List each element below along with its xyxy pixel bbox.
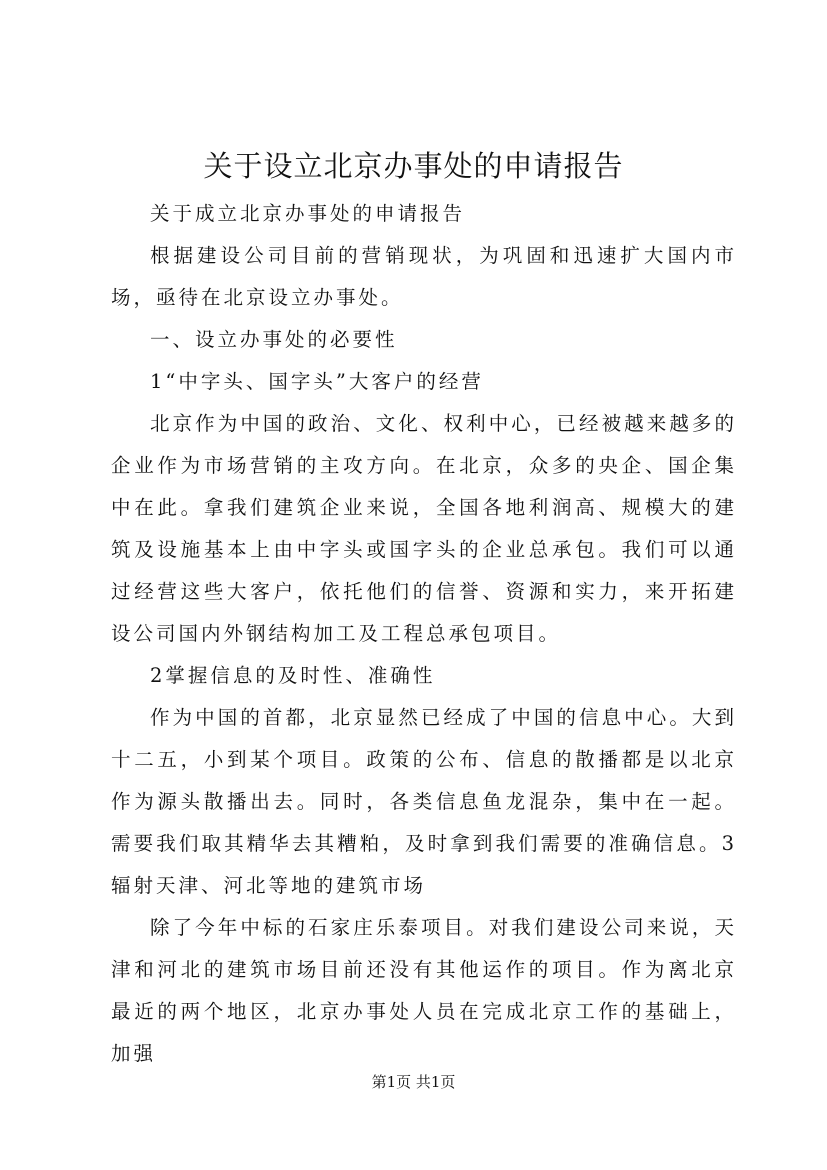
section-heading-necessity: 一、设立办事处的必要性 <box>150 328 398 351</box>
paragraph-subtitle: 关于成立北京办事处的申请报告 <box>150 202 466 225</box>
document-body <box>111 193 737 1075</box>
subheading-major-clients: 1“中字头、国字头”大客户的经营 <box>150 370 484 393</box>
paragraph-information: 作为中国的首都，北京显然已经成了中国的信息中心。大到十二五，小到某个项目。政策的公布、信息的散播都是以北京作为源头散播出去。同时，各类信息鱼龙混杂，集中在一起。需要我们取其精华去其糟粕，及时拿到我们需要的准确信息。3辐射天津、河北等地的建筑市场 <box>111 706 737 897</box>
paragraph-intro: 根据建设公司目前的营销现状，为巩固和迅速扩大国内市场，亟待在北京设立办事处。 <box>111 244 737 309</box>
subheading-information: 2掌握信息的及时性、准确性 <box>150 664 436 687</box>
document-title: 关于设立北京办事处的申请报告 <box>203 149 624 183</box>
paragraph-regional-market: 除了今年中标的石家庄乐泰项目。对我们建设公司来说，天津和河北的建筑市场目前还没有其他运作的项目。作为离北京最近的两个地区，北京办事处人员在完成北京工作的基础上，加强 <box>111 916 737 1065</box>
paragraph-major-clients: 北京作为中国的政治、文化、权利中心，已经被越来越多的企业作为市场营销的主攻方向。在北京，众多的央企、国企集中在此。拿我们建筑企业来说，全国各地利润高、规模大的建筑及设施基本上由中字头或国字头的企业总承包。我们可以通过经营这些大客户，依托他们的信誉、资源和实力，来开拓建设公司国内外钢结构加工及工程总承包项目。 <box>111 412 737 645</box>
page-footer: 第1页 共1页 <box>371 1073 456 1091</box>
